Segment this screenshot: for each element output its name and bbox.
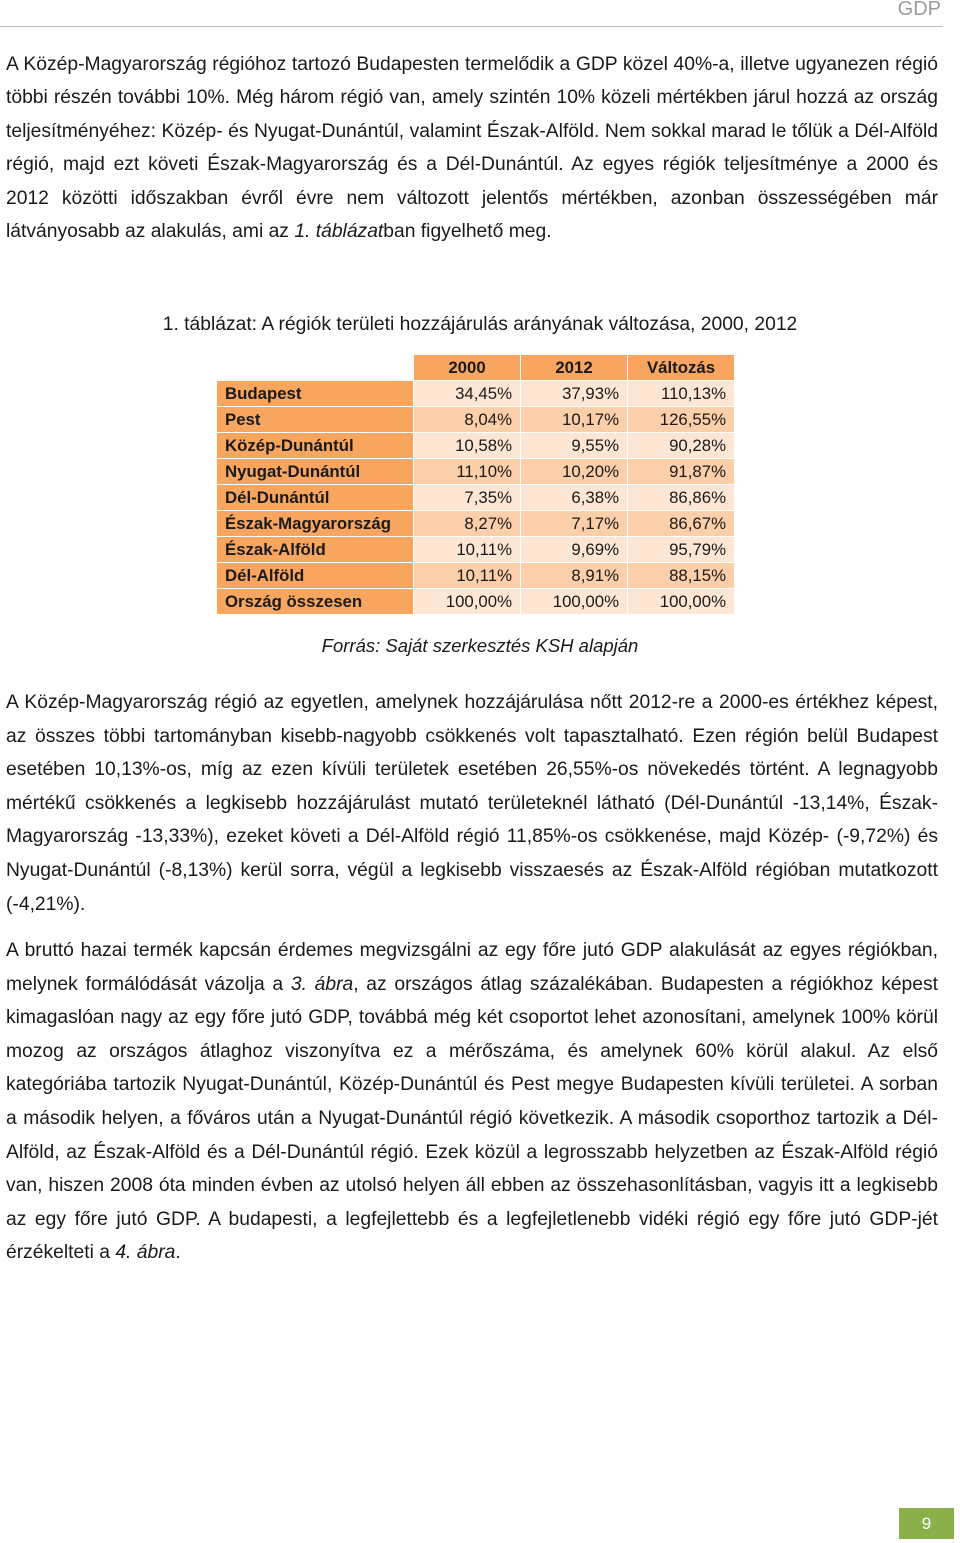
value-2012: 10,17% — [521, 407, 628, 433]
value-2012: 37,93% — [521, 381, 628, 407]
header-cell-2012: 2012 — [521, 355, 628, 381]
value-2012: 100,00% — [521, 589, 628, 615]
figure-4-reference: 4. ábra — [115, 1242, 176, 1264]
table-row — [217, 537, 735, 563]
paragraph-1 — [6, 48, 938, 248]
value-change: 95,79% — [628, 537, 735, 563]
figure-3-reference: 3. ábra — [290, 973, 354, 995]
value-2000: 11,10% — [414, 459, 521, 485]
page-header — [0, 0, 943, 27]
region-name: Észak-Alföld — [217, 537, 414, 563]
value-change: 91,87% — [628, 459, 735, 485]
value-2000: 10,11% — [414, 563, 521, 589]
header-title: GDP — [897, 0, 941, 20]
paragraph-3-text-b: , az országos átlag százalékában. Budapesten a régiókhoz képest kimagaslóan nagy az egy főre jutó GDP, továbbá még két csoportot lehet azonosítani, amelynek 100% körül mozog az országos átlaghoz viszonyítva ez a mérőszáma, és amelynek 60% körül alakul. Az első kategóriába tartozik Nyugat-Dunántúl, Közép-Dunántúl és Pest megye Budapesten kívüli területei. A sorban a második helyen, a főváros után a Nyugat-Dunántúl régió következik. A második csoporthoz tartozik a Dél-Alföld, az Észak-Alföld és a Dél-Dunántúl régió. Ezek közül a legrosszabb helyzetben az Észak-Alföld régió van, hiszen 2008 óta minden évben az utolsó helyen áll ebben az összehasonlításban, vagyis itt a legkisebb az egy főre jutó GDP. A budapesti, a legfejlettebb és a legfejletlenebb vidéki régió egy főre jutó GDP-jét érzékelteti a — [6, 973, 938, 1264]
value-2000: 100,00% — [414, 589, 521, 615]
header-cell-change: Változás — [628, 355, 735, 381]
table-row — [217, 459, 735, 485]
value-change: 110,13% — [628, 381, 735, 407]
paragraph-1-text-a: A Közép-Magyarország régióhoz tartozó Budapesten termelődik a GDP közel 40%-a, illetve ugyanezen régió többi részén további 10%. Még három régió van, amely szintén 10% közeli mértékben járul hozzá az ország teljesítményéhez: Közép- és Nyugat-Dunántúl, valamint Észak-Alföld. Nem sokkal marad le tőlük a Dél-Alföld régió, majd ezt követi Észak-Magyarország és a Dél-Dunántúl. Az egyes régiók teljesítménye a 2000 és 2012 közötti időszakban évről évre nem változott jelentős mértékben, azonban összességében már látványosabb az alakulás, ami az — [6, 54, 938, 243]
table-row — [217, 407, 735, 433]
value-2000: 8,27% — [414, 511, 521, 537]
value-change: 88,15% — [628, 563, 735, 589]
table-row — [217, 511, 735, 537]
region-name: Nyugat-Dunántúl — [217, 459, 414, 485]
table-header-row — [217, 355, 735, 381]
value-2000: 10,11% — [414, 537, 521, 563]
table-row — [217, 563, 735, 589]
region-name: Budapest — [217, 381, 414, 407]
value-change: 100,00% — [628, 589, 735, 615]
paragraph-1-text-b: ban figyelhető meg. — [383, 221, 552, 243]
paragraph-3-text-c: . — [175, 1242, 181, 1264]
table-row — [217, 381, 735, 407]
table-caption: 1. táblázat: A régiók területi hozzájárulás arányának változása, 2000, 2012 — [162, 314, 798, 335]
region-name: Dél-Alföld — [217, 563, 414, 589]
header-cell-blank — [217, 355, 414, 381]
region-name: Közép-Dunántúl — [217, 433, 414, 459]
value-2000: 34,45% — [414, 381, 521, 407]
table-row-total — [217, 589, 735, 615]
value-2000: 7,35% — [414, 485, 521, 511]
value-2012: 6,38% — [521, 485, 628, 511]
value-2012: 7,17% — [521, 511, 628, 537]
regions-table — [216, 354, 735, 615]
paragraph-3-text-a: A bruttó hazai termék kapcsán érdemes megvizsgálni az egy főre jutó GDP alakulását az egyes régiókban, melynek formálódását vázolja a — [6, 940, 938, 995]
value-change: 86,86% — [628, 485, 735, 511]
table-row — [217, 433, 735, 459]
table-row — [217, 485, 735, 511]
table-source: Forrás: Saját szerkesztés KSH alapján — [321, 635, 639, 656]
region-name: Pest — [217, 407, 414, 433]
value-2012: 10,20% — [521, 459, 628, 485]
page-number-badge: 9 — [899, 1508, 954, 1539]
value-change: 90,28% — [628, 433, 735, 459]
value-2012: 9,55% — [521, 433, 628, 459]
table-reference: 1. táblázat — [294, 221, 384, 243]
region-name: Észak-Magyarország — [217, 511, 414, 537]
paragraph-2: A Közép-Magyarország régió az egyetlen, amelynek hozzájárulása nőtt 2012-re a 2000-es értékhez képest, az összes többi tartományban kisebb-nagyobb csökkenés volt tapasztalható. Ezen régión belül Budapest esetében 10,13%-os, míg az ezen kívüli területek esetében 26,55%-os növekedés történt. A legnagyobb mértékű csökkenés a legkisebb hozzájárulást mutató területeknél látható (Dél-Dunántúl -13,14%, Észak-Magyarország -13,33%), ezeket követi a Dél-Alföld régió 11,85%-os csökkenése, majd Közép- (-9,72%) és Nyugat-Dunántúl (-8,13%) kerül sorra, végül a legkisebb visszaesés az Észak-Alföld régióban mutatkozott (-4,21%). — [6, 692, 938, 915]
paragraph-3 — [6, 934, 938, 1270]
value-2000: 8,04% — [414, 407, 521, 433]
value-2012: 9,69% — [521, 537, 628, 563]
value-change: 86,67% — [628, 511, 735, 537]
region-name: Ország összesen — [217, 589, 414, 615]
value-change: 126,55% — [628, 407, 735, 433]
header-cell-2000: 2000 — [414, 355, 521, 381]
region-name: Dél-Dunántúl — [217, 485, 414, 511]
value-2012: 8,91% — [521, 563, 628, 589]
value-2000: 10,58% — [414, 433, 521, 459]
